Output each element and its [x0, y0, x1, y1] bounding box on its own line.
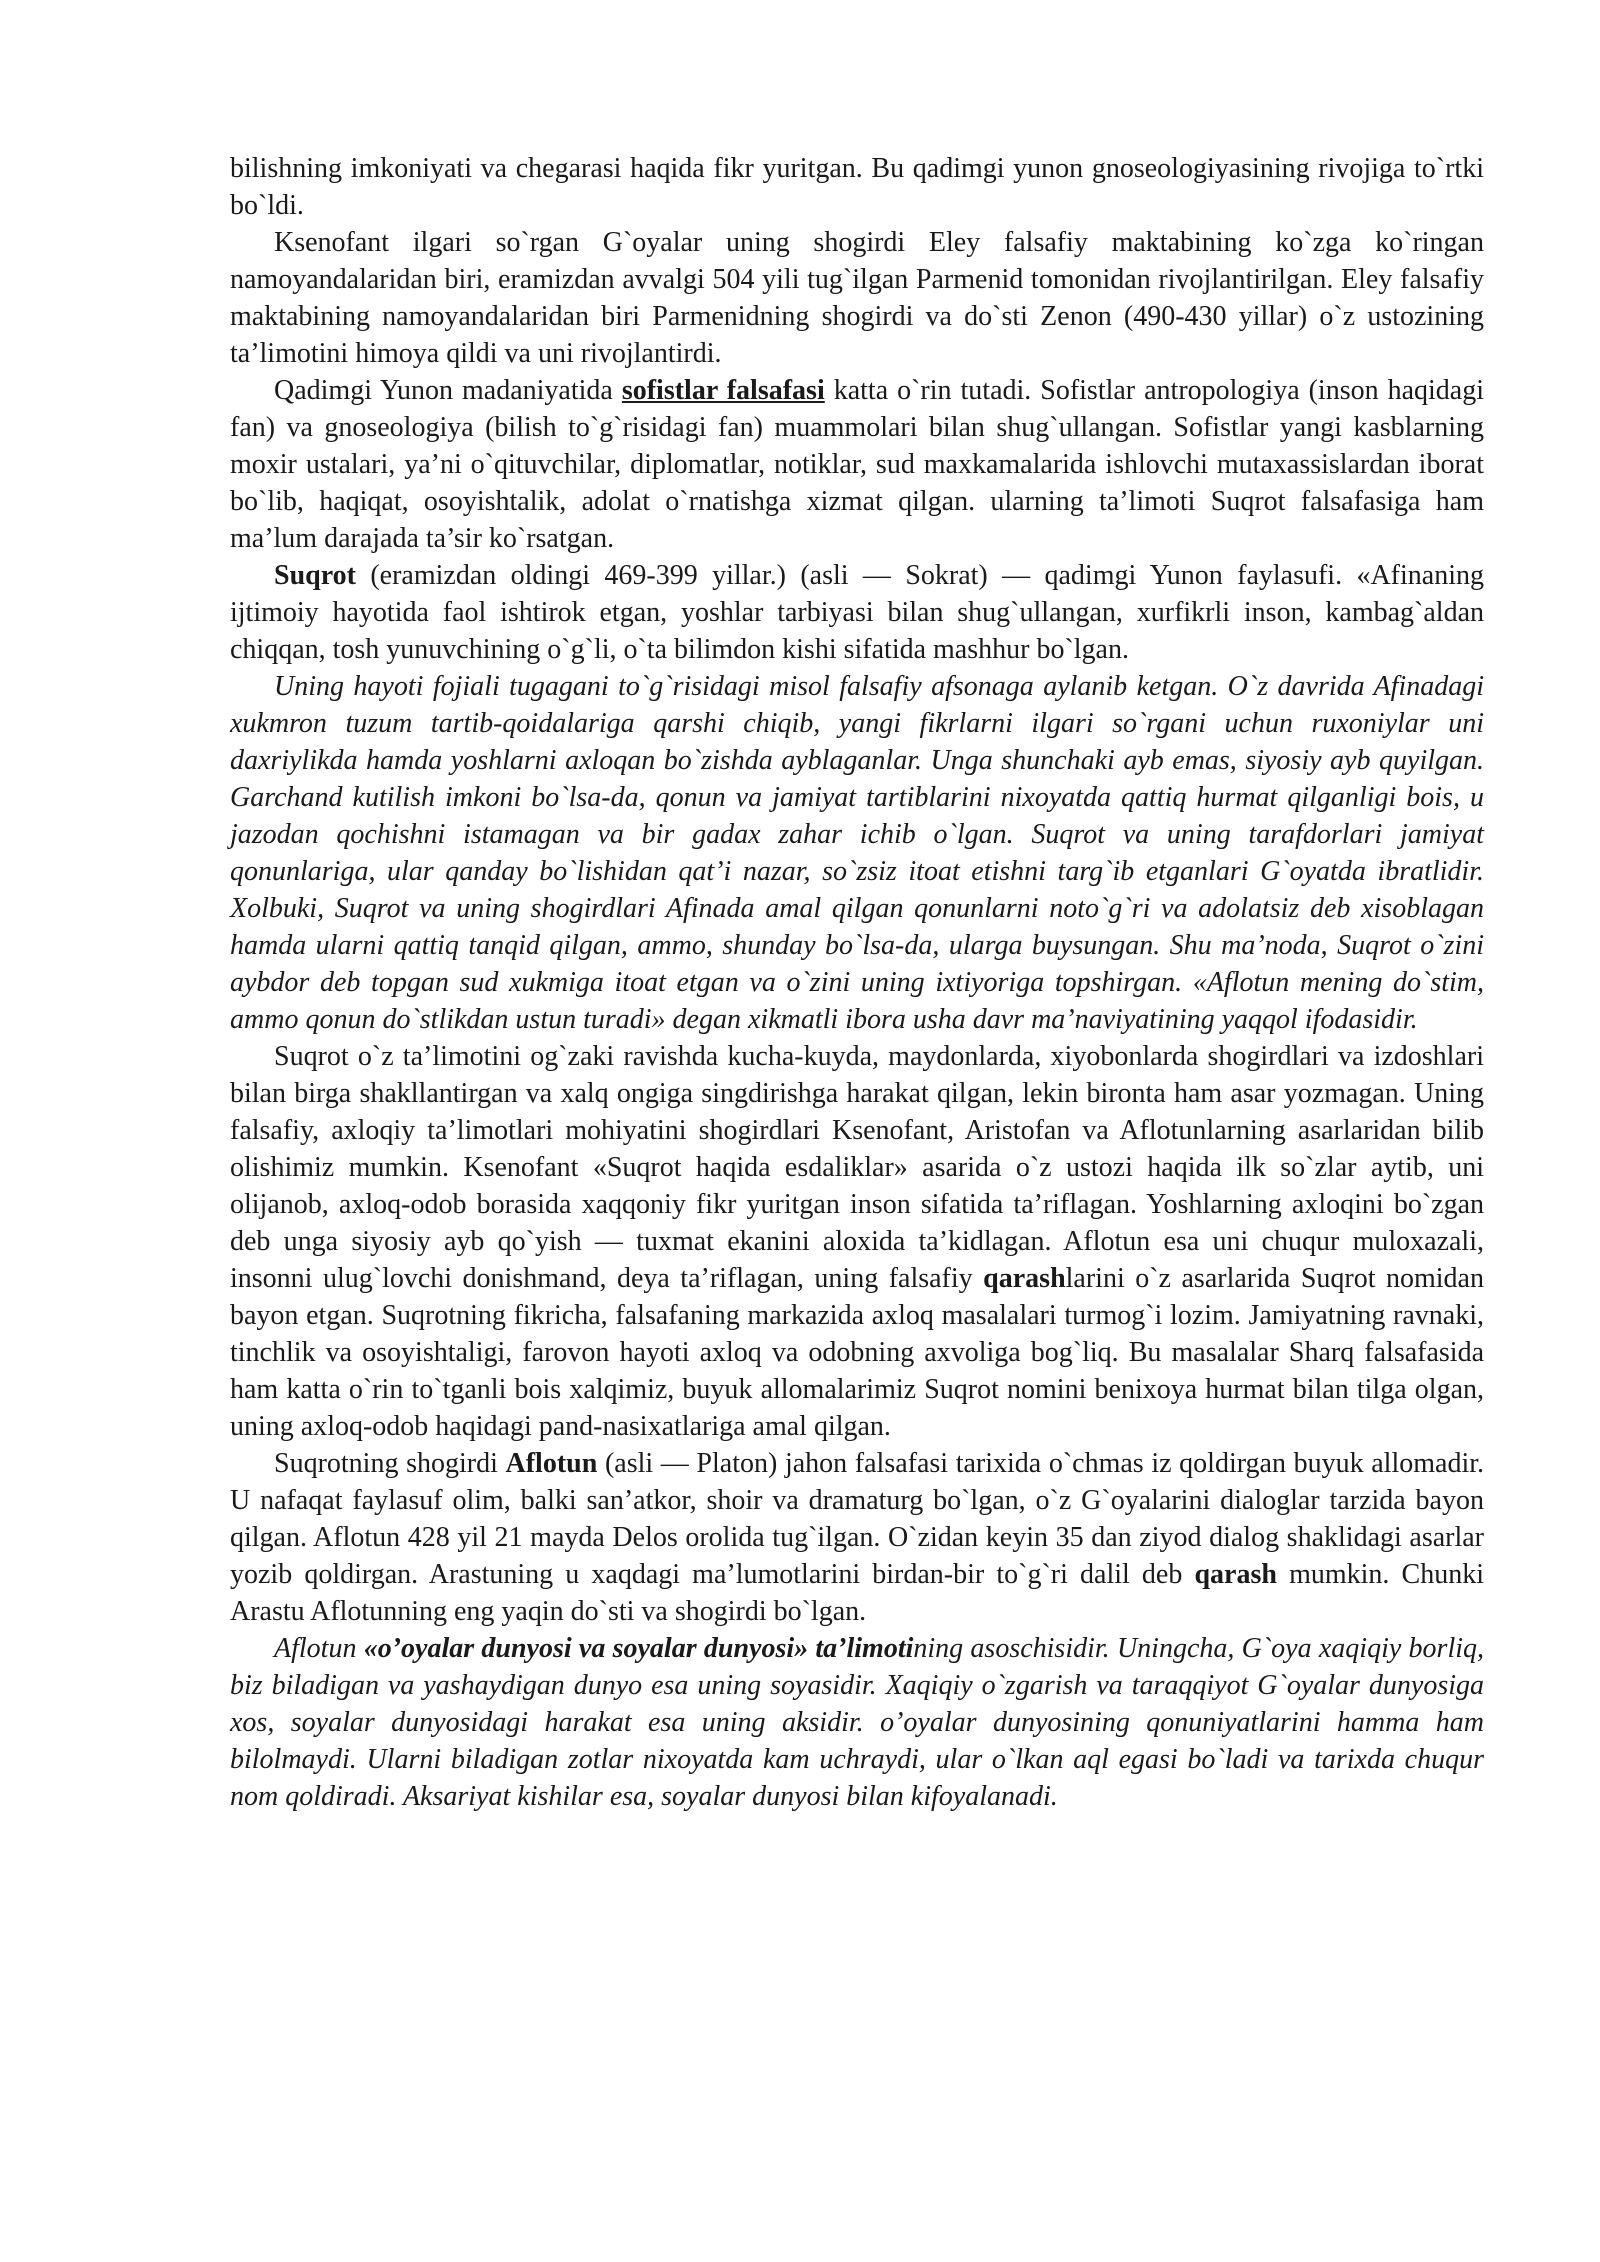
paragraph — [230, 224, 1484, 372]
text-segment: Ksenofant ilgari so`rgan G`oyalar uning shogirdi Eley falsafiy maktabining ko`zga ko`ringan namoyandalaridan biri, eramizdan avvalgi 504 yili tug`ilgan Parmenid tomonidan rivojlantirilgan. Eley falsafiy maktabining namoyandalaridan biri Parmenidning shogirdi va do`sti Zenon (490-430 yillar) o`z ustozining ta’limotini himoya qildi va uni rivojlantirdi. — [230, 227, 1484, 369]
paragraph — [230, 150, 1484, 224]
text-segment: mumkin. Chunki Arastu Aflotunning eng yaqin do`sti va shogirdi bo`lgan. — [230, 1559, 1485, 1627]
document-page — [230, 150, 1484, 1815]
paragraph — [230, 372, 1484, 557]
text-segment: katta o`rin tutadi. Sofistlar antropologiya (inson haqidagi fan) va gnoseologiya (bilish to`g`risidagi fan) muammolari bilan shug`ullangan. Sofistlar yangi kasblarning moxir ustalari, ya’ni o`qituvchilar, diplomatlar, notiklar, sud maxkamalarida ishlovchi mutaxassislardan iborat bo`lib, haqiqat, osoyishtalik, adolat o`rnatishga xizmat qilgan. ularning ta’limoti Suqrot falsafasiga ham ma’lum darajada ta’sir ko`rsatgan. — [230, 375, 1484, 554]
text-segment: (asli — Platon) jahon falsafasi tarixida o`chmas iz qoldirgan buyuk allomadir. U nafaqat faylasuf olim, balki san’atkor, shoir va dramaturg bo`lgan, o`z G`oyalarini dialoglar tarzida bayon qilgan. Aflotun 428 yil 21 mayda Delos orolida tug`ilgan. O`zidan keyin 35 dan ziyod dialog shaklidagi asarlar yozib qoldirgan. Arastuning u xaqdagi ma’lumotlarini birdan-bir to`g`ri dalil deb — [230, 1448, 1485, 1590]
paragraph — [230, 1445, 1484, 1630]
text-segment: larini o`z asarlarida Suqrot nomidan bayon etgan. Suqrotning fikricha, falsafaning markazida axloq masalalari turmog`i lozim. Jamiyatning ravnaki, tinchlik va osoyishtaligi, farovon hayoti axloq va odobning axvoliga bog`liq. Bu masalalar Sharq falsafasida ham katta o`rin to`tganli bois xalqimiz, buyuk allomalarimiz Suqrot nomini benixoya hurmat bilan tilga olgan, uning axloq-odob haqidagi pand-nasixatlariga amal qilgan. — [230, 1263, 1484, 1442]
bold-term: Suqrot — [274, 560, 356, 591]
bold-term: qarash — [983, 1263, 1066, 1294]
text-segment: Aflotun — [274, 1633, 364, 1664]
paragraph — [230, 1038, 1484, 1445]
paragraph — [230, 1630, 1484, 1815]
bold-term: qarash — [1194, 1559, 1277, 1590]
text-segment: Suqrotning shogirdi — [274, 1448, 506, 1479]
bold-term: Aflotun — [505, 1448, 598, 1479]
text-segment: Suqrot o`z ta’limotini og`zaki ravishda kucha-kuyda, maydonlarda, xiyobonlarda shogirdlari va izdoshlari bilan birga shakllantirgan va xalq ongiga singdirishga harakat qilgan, lekin bironta ham asar yozmagan. Uning falsafiy, axloqiy ta’limotlari mohiyatini shogirdlari Ksenofant, Aristofan va Aflotunlarning asarlaridan bilib olishimiz mumkin. Ksenofant «Suqrot haqida esdaliklar» asarida o`z ustozi haqida ilk so`zlar aytib, uni olijanob, axloq-odob borasida xaqqoniy fikr yuritgan inson sifatida ta’riflagan. Yoshlarning axloqini bo`zgan deb unga siyosiy ayb qo`yish — tuxmat ekanini aloxida ta’kidlagan. Aflotun esa uni chuqur muloxazali, insonni ulug`lovchi donishmand, deya ta’riflagan, uning falsafiy — [230, 1041, 1484, 1294]
paragraph — [230, 668, 1484, 1038]
bold-term: «o’oyalar dunyosi va soyalar dunyosi» ta’limoti — [363, 1633, 914, 1664]
text-segment: bilishning imkoniyati va chegarasi haqida fikr yuritgan. Bu qadimgi yunon gnoseologiyasining rivojiga to`rtki bo`ldi. — [230, 153, 1484, 221]
bold-underlined-term: sofistlar falsafasi — [621, 375, 825, 406]
text-segment: (eramizdan oldingi 469-399 yillar.) (asli — Sokrat) — qadimgi Yunon faylasufi. «Afinaning ijtimoiy hayotida faol ishtirok etgan, yoshlar tarbiyasi bilan shug`ullangan, xurfikrli inson, kambag`aldan chiqqan, tosh yunuvchining o`g`li, o`ta bilimdon kishi sifatida mashhur bo`lgan. — [230, 560, 1484, 665]
text-segment: ning asoschisidir. Uningcha, G`oya xaqiqiy borliq, biz biladigan va yashaydigan dunyo esa uning soyasidir. Xaqiqiy o`zgarish va taraqqiyot G`oyalar dunyosiga xos, soyalar dunyosidagi harakat esa uning aksidir. o’oyalar dunyosining qonuniyatlarini hamma ham bilolmaydi. Ularni biladigan zotlar nixoyatda kam uchraydi, ular o`lkan aql egasi bo`ladi va tarixda chuqur nom qoldiradi. Aksariyat kishilar esa, soyalar dunyosi bilan kifoyalanadi. — [230, 1633, 1485, 1812]
paragraph — [230, 557, 1484, 668]
text-segment: Uning hayoti fojiali tugagani to`g`risidagi misol falsafiy afsonaga aylanib ketgan. O`z davrida Afinadagi xukmron tuzum tartib-qoidalariga qarshi chiqib, yangi fikrlarni ilgari so`rgani uchun ruxoniylar uni daxriylikda hamda yoshlarni axloqan bo`zishda ayblaganlar. Unga shunchaki ayb emas, siyosiy ayb quyilgan. Garchand kutilish imkoni bo`lsa-da, qonun va jamiyat tartiblarini nixoyatda qattiq hurmat qilganligi bois, u jazodan qochishni istamagan va bir gadax zahar ichib o`lgan. Suqrot va uning tarafdorlari jamiyat qonunlariga, ular qanday bo`lishidan qat’i nazar, so`zsiz itoat etishni targ`ib etganlari G`oyatda ibratlidir. Xolbuki, Suqrot va uning shogirdlari Afinada amal qilgan qonunlarni noto`g`ri va adolatsiz deb xisoblagan hamda ularni qattiq tanqid qilgan, ammo, shunday bo`lsa-da, ularga buysungan. Shu ma’noda, Suqrot o`zini aybdor deb topgan sud xukmiga itoat etgan va o`zini uning ixtiyoriga topshirgan. «Aflotun mening do`stim, ammo qonun do`stlikdan ustun turadi» degan xikmatli ibora usha davr ma’naviyatining yaqqol ifodasidir. — [230, 671, 1484, 1035]
text-segment: Qadimgi Yunon madaniyatida — [274, 375, 622, 406]
